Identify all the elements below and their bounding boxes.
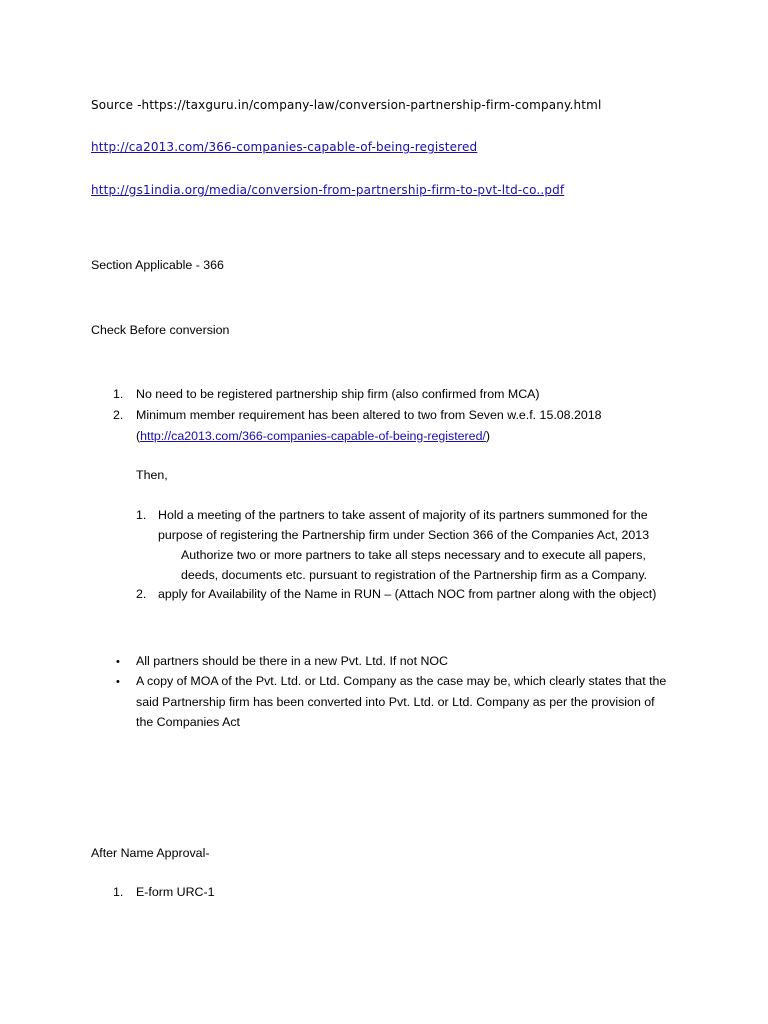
source-line: Source -https://taxguru.in/company-law/conversion-partnership-firm-company.html — [91, 98, 602, 112]
reference-link-gs1india[interactable]: http://gs1india.org/media/conversion-from-partnership-firm-to-pvt-ltd-co..pdf — [91, 183, 565, 197]
list-item-text: E-form URC-1 — [136, 885, 215, 899]
list-item-text: deeds, documents etc. pursuant to registration of the Partnership firm as a Company. — [181, 568, 648, 582]
bullet-text: All partners should be there in a new Pvt. Ltd. If not NOC — [136, 654, 448, 668]
list-item-text: Authorize two or more partners to take all steps necessary and to execute all papers, — [181, 548, 646, 562]
list-item-number: 1. — [113, 387, 124, 401]
list-item-number: 1. — [113, 885, 124, 899]
bullet-text: the Companies Act — [136, 715, 241, 729]
after-name-approval-heading: After Name Approval- — [91, 846, 210, 860]
paren-close: ) — [485, 429, 491, 443]
list-item-number: 2. — [136, 587, 147, 601]
list-item-number: 2. — [113, 408, 124, 422]
paren-open: ( — [136, 429, 141, 443]
list-item-reference — [136, 429, 490, 443]
bullet-icon: • — [116, 656, 120, 668]
list-item-text: Hold a meeting of the partners to take assent of majority of its partners summoned for the — [158, 508, 648, 522]
then-label: Then, — [136, 468, 168, 482]
list-item-text: Minimum member requirement has been altered to two from Seven w.e.f. 15.08.2018 — [136, 408, 602, 422]
bullet-text: said Partnership firm has been converted into Pvt. Ltd. or Ltd. Company as per the provision of — [136, 695, 655, 709]
reference-link-ca2013[interactable]: http://ca2013.com/366-companies-capable-of-being-registered — [91, 140, 478, 154]
inline-reference-link[interactable]: http://ca2013.com/366-companies-capable-of-being-registered/ — [140, 429, 486, 443]
list-item-text: apply for Availability of the Name in RUN – (Attach NOC from partner along with the object) — [158, 587, 657, 601]
list-item-number: 1. — [136, 508, 147, 522]
bullet-icon: • — [116, 676, 120, 688]
list-item-text: purpose of registering the Partnership firm under Section 366 of the Companies Act, 2013 — [158, 528, 650, 542]
section-applicable-heading: Section Applicable - 366 — [91, 258, 224, 272]
bullet-text: A copy of MOA of the Pvt. Ltd. or Ltd. Company as the case may be, which clearly states that the — [136, 674, 667, 688]
check-before-heading: Check Before conversion — [91, 323, 230, 337]
list-item-text: No need to be registered partnership ship firm (also confirmed from MCA) — [136, 387, 540, 401]
